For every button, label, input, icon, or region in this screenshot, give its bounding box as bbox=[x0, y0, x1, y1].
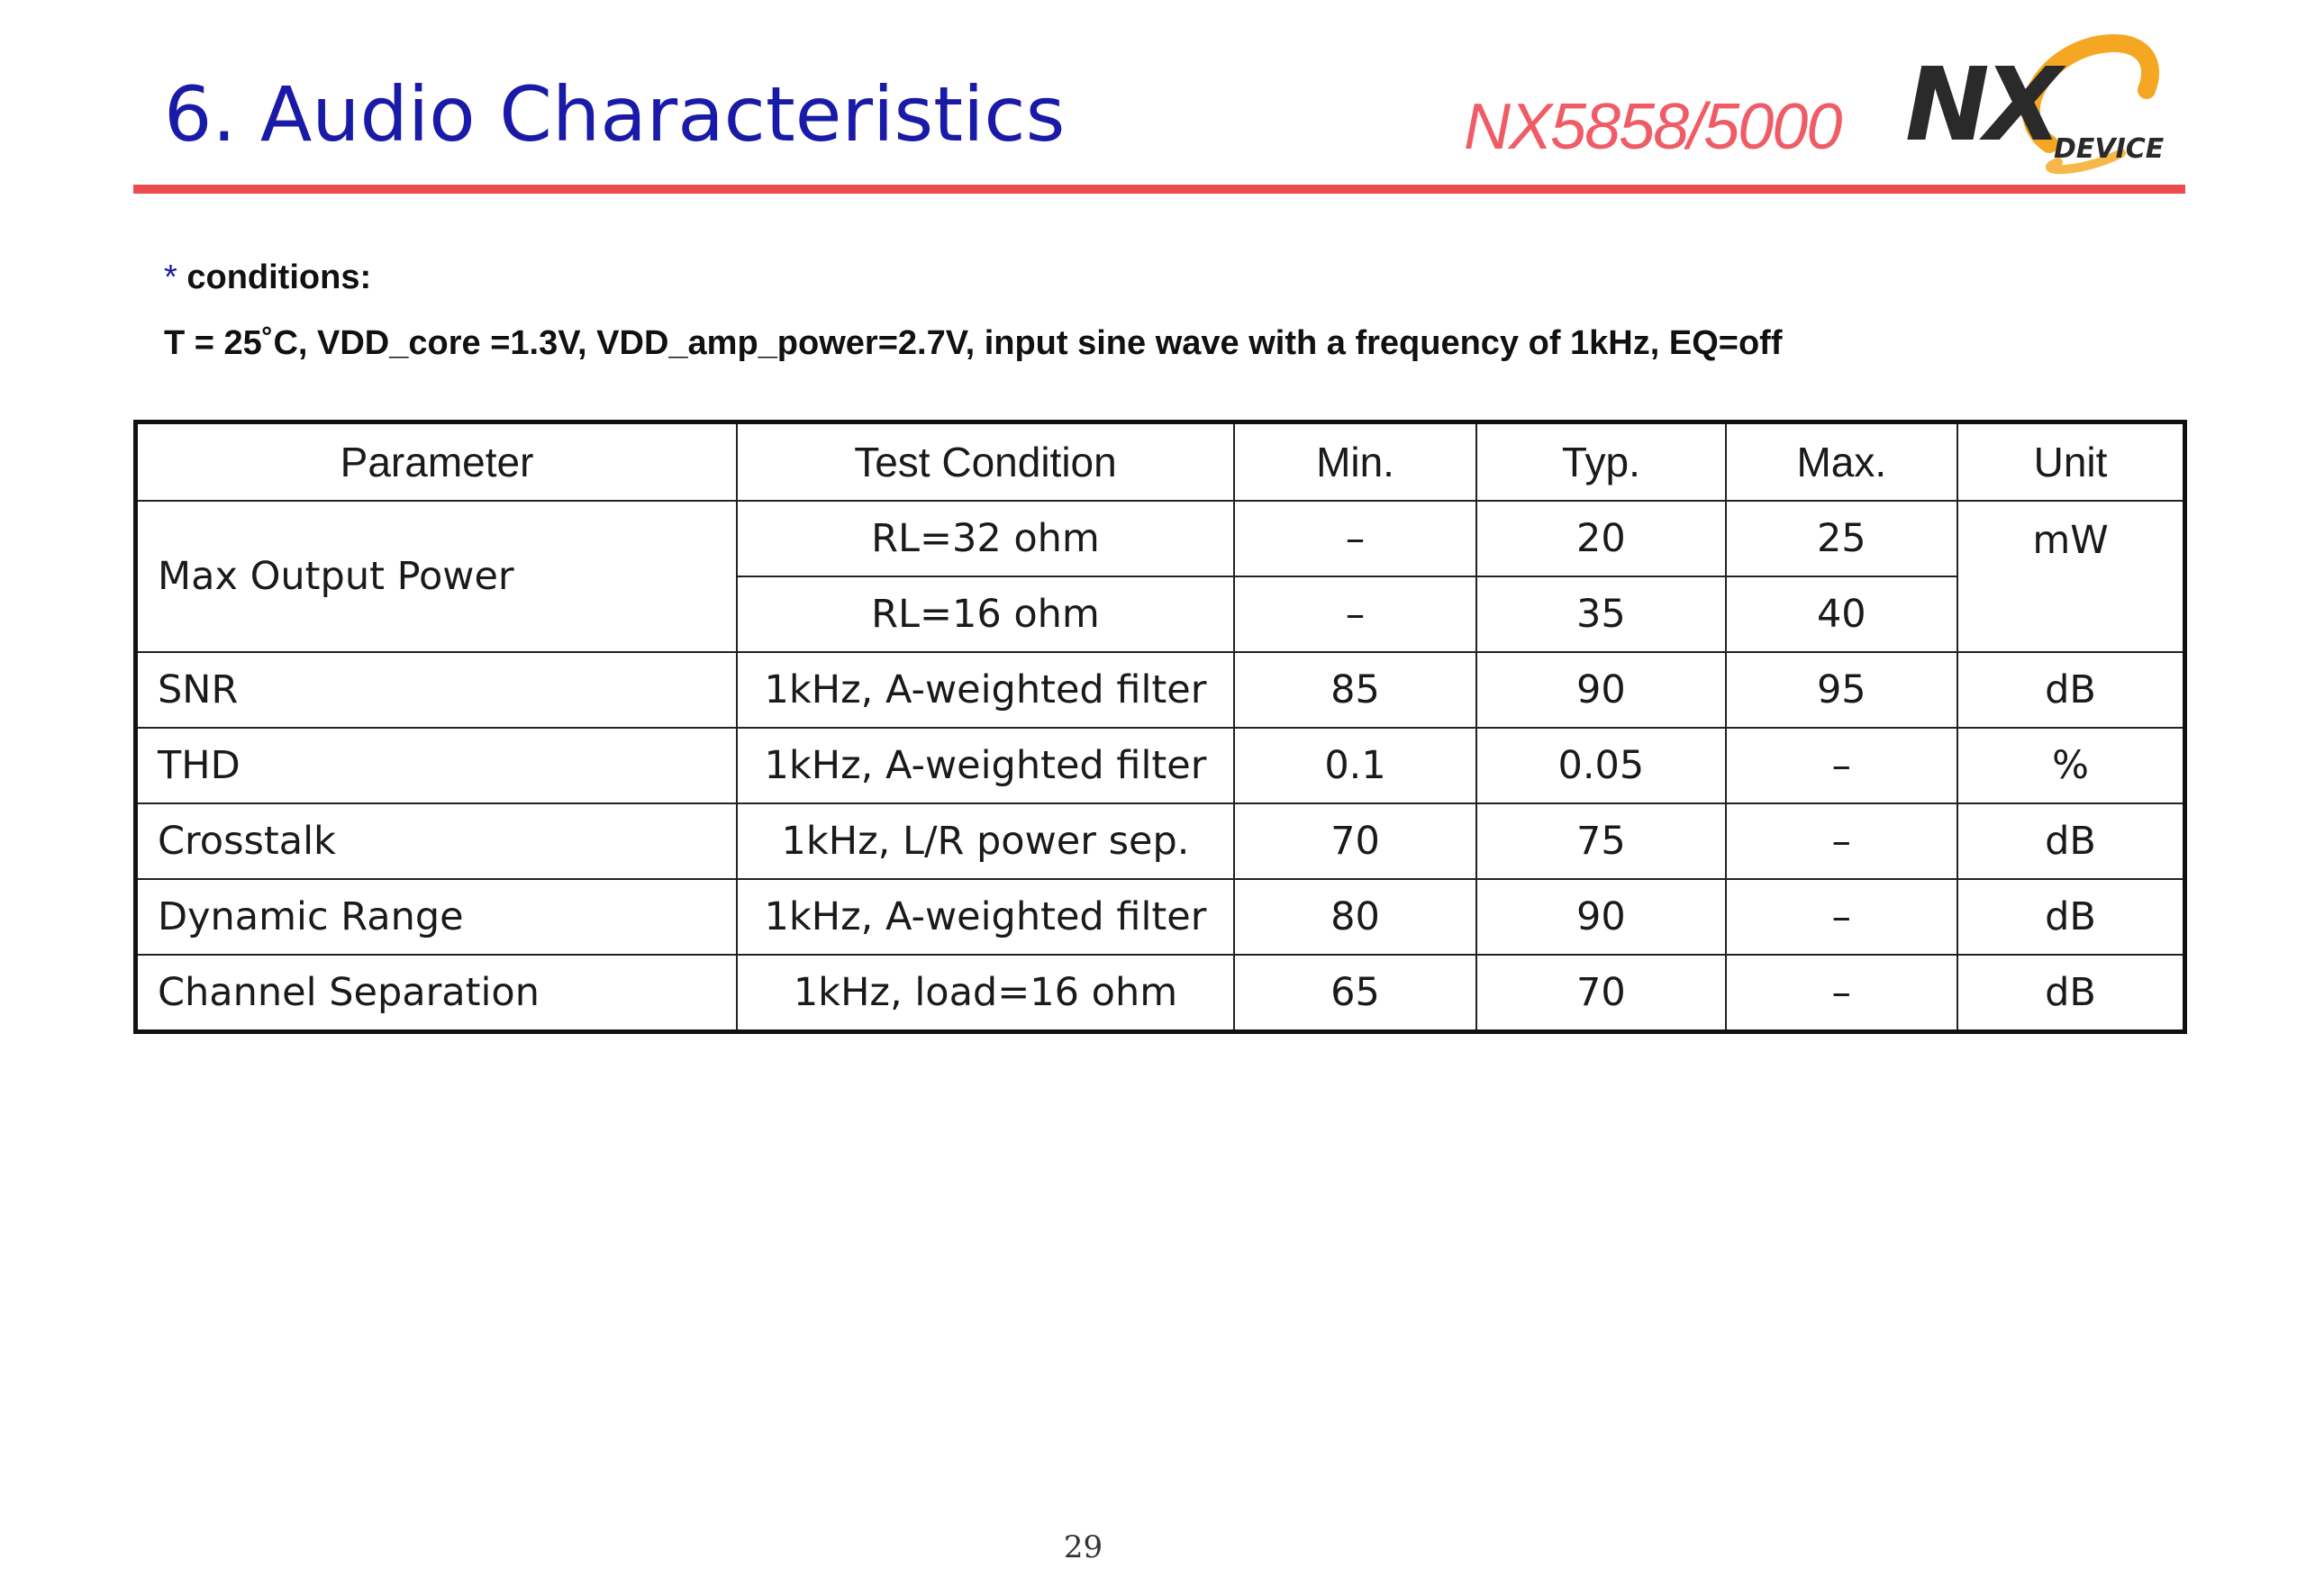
conditions-label: conditions: bbox=[186, 258, 372, 296]
table-row bbox=[136, 652, 2185, 728]
cell-unit: mW bbox=[1957, 501, 2184, 652]
cell-max: – bbox=[1726, 728, 1957, 803]
cell-min: 80 bbox=[1234, 879, 1476, 955]
cell-condition: 1kHz, load=16 ohm bbox=[737, 955, 1234, 1032]
conditions-text: T = 25˚C, VDD_core =1.3V, VDD_amp_power=2.7V, input sine wave with a frequency of 1kHz, EQ=off bbox=[164, 324, 1783, 362]
cell-unit: dB bbox=[1957, 955, 2184, 1032]
cell-condition: RL=32 ohm bbox=[737, 501, 1234, 576]
table-row bbox=[136, 728, 2185, 803]
cell-parameter: SNR bbox=[136, 652, 738, 728]
cell-unit: dB bbox=[1957, 879, 2184, 955]
cell-unit: dB bbox=[1957, 803, 2184, 879]
table-header-row bbox=[136, 422, 2185, 502]
cell-typ: 35 bbox=[1476, 576, 1725, 652]
cell-parameter: Channel Separation bbox=[136, 955, 738, 1032]
cell-condition: 1kHz, A-weighted filter bbox=[737, 879, 1234, 955]
table-row bbox=[136, 879, 2185, 955]
nx-device-logo bbox=[1896, 27, 2193, 180]
cell-max: 95 bbox=[1726, 652, 1957, 728]
cell-condition: 1kHz, A-weighted filter bbox=[737, 652, 1234, 728]
page-title: 6. Audio Characteristics bbox=[164, 70, 1066, 159]
cell-parameter: Crosstalk bbox=[136, 803, 738, 879]
cell-unit: dB bbox=[1957, 652, 2184, 728]
cell-typ: 75 bbox=[1476, 803, 1725, 879]
cell-max: – bbox=[1726, 879, 1957, 955]
cell-unit: % bbox=[1957, 728, 2184, 803]
logo-text: NX bbox=[1905, 47, 2057, 164]
cell-typ: 90 bbox=[1476, 879, 1725, 955]
cell-min: 0.1 bbox=[1234, 728, 1476, 803]
conditions-heading bbox=[164, 258, 371, 297]
cell-parameter: Dynamic Range bbox=[136, 879, 738, 955]
header-typ: Typ. bbox=[1476, 422, 1725, 502]
logo-subtext: DEVICE bbox=[2054, 133, 2165, 165]
audio-characteristics-table bbox=[133, 420, 2187, 1034]
table-row bbox=[136, 803, 2185, 879]
header-max: Max. bbox=[1726, 422, 1957, 502]
conditions-star: * bbox=[164, 258, 177, 296]
cell-condition: 1kHz, L/R power sep. bbox=[737, 803, 1234, 879]
header-unit: Unit bbox=[1957, 422, 2184, 502]
cell-max: 40 bbox=[1726, 576, 1957, 652]
page-number: 29 bbox=[1063, 1529, 1103, 1565]
cell-max: 25 bbox=[1726, 501, 1957, 576]
cell-parameter: THD bbox=[136, 728, 738, 803]
cell-condition: RL=16 ohm bbox=[737, 576, 1234, 652]
cell-min: 85 bbox=[1234, 652, 1476, 728]
header-rule bbox=[133, 185, 2185, 194]
cell-max: – bbox=[1726, 955, 1957, 1032]
table-row bbox=[136, 501, 2185, 576]
header-parameter: Parameter bbox=[136, 422, 738, 502]
cell-typ: 20 bbox=[1476, 501, 1725, 576]
header-test-condition: Test Condition bbox=[737, 422, 1234, 502]
cell-parameter: Max Output Power bbox=[136, 501, 738, 652]
header-min: Min. bbox=[1234, 422, 1476, 502]
model-number: NX5858/5000 bbox=[1464, 91, 1841, 163]
cell-min: – bbox=[1234, 501, 1476, 576]
table-row bbox=[136, 955, 2185, 1032]
cell-typ: 0.05 bbox=[1476, 728, 1725, 803]
cell-max: – bbox=[1726, 803, 1957, 879]
cell-min: 70 bbox=[1234, 803, 1476, 879]
cell-condition: 1kHz, A-weighted filter bbox=[737, 728, 1234, 803]
cell-min: 65 bbox=[1234, 955, 1476, 1032]
cell-min: – bbox=[1234, 576, 1476, 652]
cell-typ: 90 bbox=[1476, 652, 1725, 728]
cell-typ: 70 bbox=[1476, 955, 1725, 1032]
